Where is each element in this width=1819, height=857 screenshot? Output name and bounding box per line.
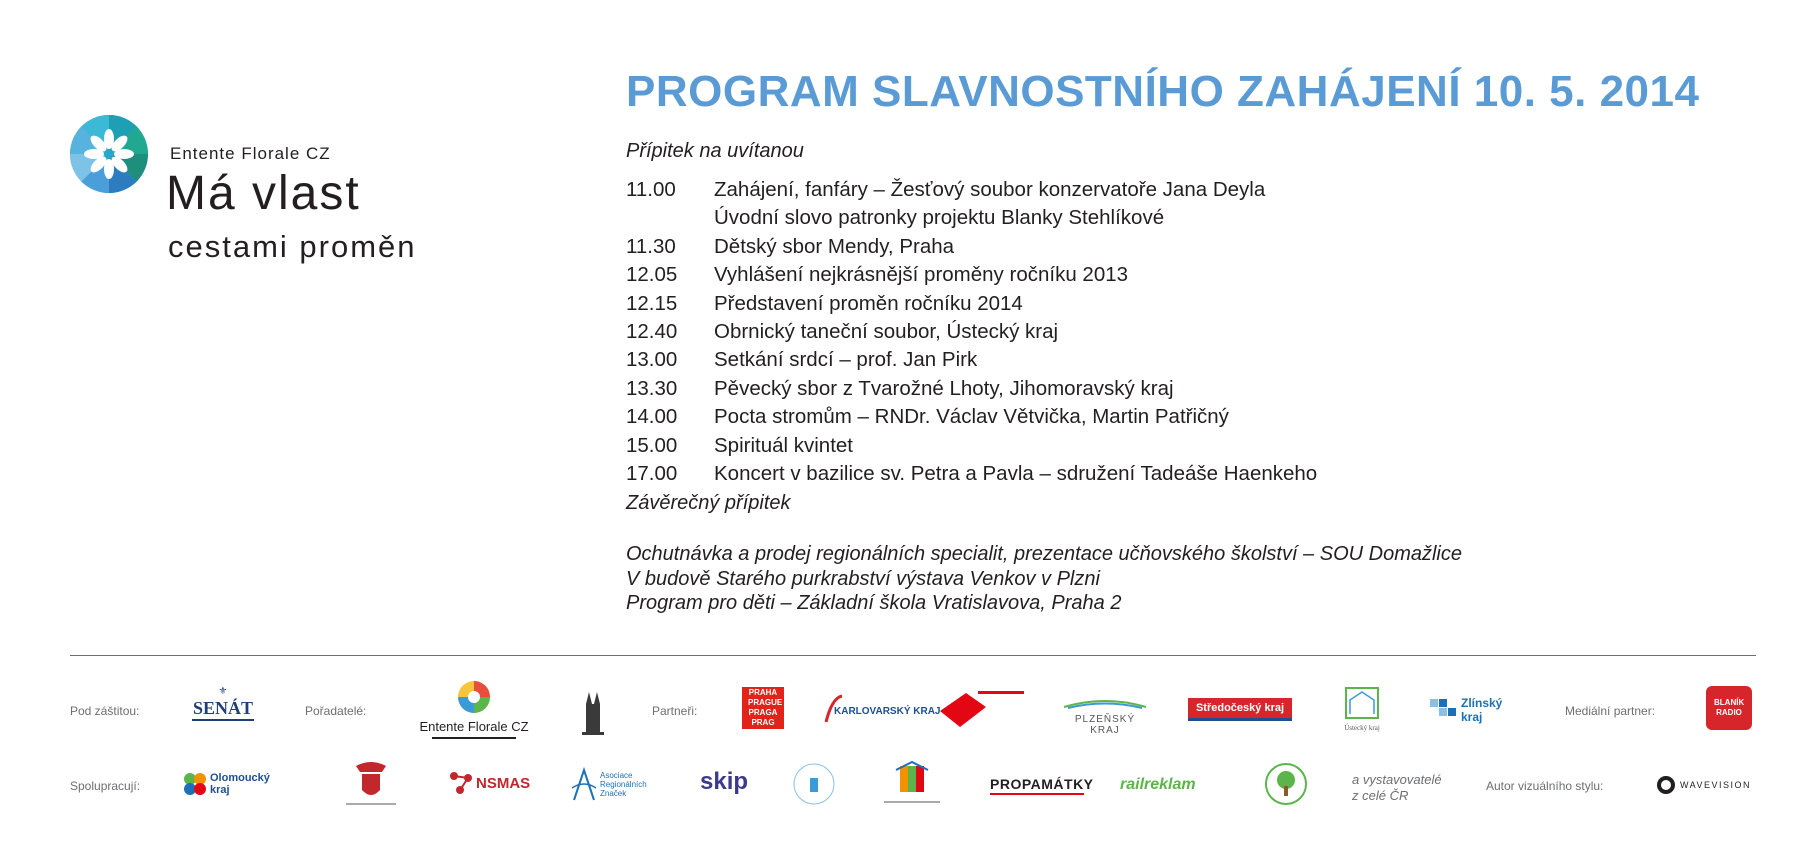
- railreklam-logo: railreklam: [1120, 776, 1196, 793]
- note-line: Program pro děti – Základní škola Vratislavova, Praha 2: [626, 592, 1122, 614]
- schedule-text: Pocta stromům – RNDr. Václav Větvička, Martin Patřičný: [714, 405, 1229, 429]
- stredocesky-logo: Středočeský kraj: [1188, 698, 1292, 721]
- note-line: Ochutnávka a prodej regionálních specialit, prezentace učňovského školství – SOU Domažlice: [626, 543, 1462, 565]
- media-partner-label: Mediální partner:: [1565, 704, 1656, 718]
- schedule-text: Setkání srdcí – prof. Jan Pirk: [714, 348, 978, 372]
- schedule-time: [626, 204, 714, 232]
- footer-divider: [70, 655, 1756, 656]
- partners-label: Partneři:: [652, 704, 698, 718]
- patronage-label: Pod záštitou:: [70, 704, 140, 718]
- church-coat-of-arms-icon: [336, 758, 406, 808]
- svg-text:KARLOVARSKÝ KRAJ: KARLOVARSKÝ KRAJ: [834, 706, 941, 717]
- schedule-text: Koncert v bazilice sv. Petra a Pavla – sdružení Tadeáše Haenkeho: [714, 461, 1318, 485]
- closing-toast: Závěrečný přípitek: [626, 492, 791, 514]
- flower-icon: [457, 680, 491, 714]
- schedule-text: Zahájení, fanfáry – Žesťový soubor konzervatoře Jana Deyla: [714, 178, 1266, 201]
- spolek-obnovy-venkova-logo-icon: [1264, 762, 1308, 806]
- schedule-text: Spirituál kvintet: [714, 433, 854, 457]
- nsmas-network-icon: [448, 770, 474, 796]
- wavevision-logo: WAVEVISION: [1656, 774, 1758, 796]
- schedule-row: [626, 261, 1317, 289]
- exhibitors-note: a vystavovatelé z celé ČR: [1352, 772, 1442, 803]
- olomoucky-logo: Olomoucký kraj: [182, 766, 284, 802]
- wavevision-ring-icon: [1656, 775, 1676, 795]
- schedule-text: Představení proměn ročníku 2014: [714, 291, 1023, 315]
- schedule-time: 12.05: [626, 263, 678, 287]
- schedule-time: 12.40: [626, 319, 678, 343]
- schedule-text: Obrnický taneční soubor, Ústecký kraj: [714, 319, 1059, 343]
- olomoucky-flower-icon: [182, 771, 208, 797]
- schedule-row: [626, 204, 1317, 232]
- blanik-radio-logo: BLANÍK RADIO: [1706, 686, 1752, 730]
- brand-title: Má vlast: [166, 167, 361, 220]
- program-notes: [626, 542, 1462, 616]
- entente-florale-partner-logo: Entente Florale CZ: [410, 680, 538, 742]
- schedule-text: Pěvecký sbor z Tvarožné Lhoty, Jihomoravský kraj: [714, 376, 1174, 400]
- svg-text:Ústecký kraj: Ústecký kraj: [1344, 724, 1380, 732]
- schedule-row: [626, 375, 1317, 403]
- schedule-row: [626, 318, 1317, 346]
- program-title: PROGRAM SLAVNOSTNÍHO ZAHÁJENÍ 10. 5. 2014: [626, 67, 1700, 116]
- organizers-label: Pořadatelé:: [305, 704, 367, 718]
- schedule-text: Dětský sbor Mendy, Praha: [714, 234, 955, 258]
- schedule-text: Úvodní slovo patronky projektu Blanky Stehlíkové: [714, 206, 1165, 230]
- schedule-row: [626, 176, 1317, 204]
- propamatky-logo: PROPAMÁTKY: [990, 776, 1084, 798]
- zdrava-mesta-logo-icon: [876, 762, 948, 810]
- ustecky-logo-icon: [1340, 684, 1384, 736]
- schedule-row: [626, 403, 1317, 431]
- arz-logo: Asociace Regionálních Značek: [570, 764, 656, 804]
- schedule-time: 17.00: [626, 461, 678, 485]
- senat-logo: ⚜ SENÁT: [184, 686, 262, 738]
- style-author-label: Autor vizuálního stylu:: [1486, 779, 1604, 793]
- zlinsky-logo: Zlínský kraj: [1430, 698, 1522, 722]
- kralovehradecky-logo-icon: [938, 689, 1026, 729]
- karlovarsky-logo: [824, 692, 941, 728]
- brand-subtitle: cestami proměn: [168, 229, 417, 264]
- vysehrad-logo-icon: [576, 686, 610, 740]
- entente-florale-logo-icon: [70, 115, 148, 193]
- schedule-row: [626, 346, 1317, 374]
- welcome-toast: Přípitek na uvítanou: [626, 140, 804, 162]
- schedule-time: 12.15: [626, 291, 678, 315]
- schedule-time: 13.30: [626, 376, 678, 400]
- plzensky-logo: PLZEŇSKÝ KRAJ: [1062, 696, 1148, 726]
- note-line: V budově Starého purkrabství výstava Venkov v Plzni: [626, 567, 1100, 590]
- org-name: Entente Florale CZ: [170, 144, 331, 163]
- schedule-list: [626, 176, 1317, 488]
- cooperation-label: Spolupracují:: [70, 779, 141, 793]
- nsmas-logo: NSMAS: [448, 766, 530, 800]
- schedule-row: [626, 460, 1317, 488]
- schedule-time: 13.00: [626, 348, 678, 372]
- schedule-time: 11.00: [626, 178, 676, 201]
- schedule-text: Vyhlášení nejkrásnější proměny ročníku 2013: [714, 263, 1129, 287]
- skip-logo: skip: [700, 768, 749, 795]
- schedule-time: 11.30: [626, 234, 676, 258]
- schedule-row: [626, 233, 1317, 261]
- zlinsky-squares-icon: [1430, 699, 1458, 721]
- praha-logo: PRAHA PRAGUE PRAGA PRAG: [742, 687, 784, 729]
- schedule-time: 15.00: [626, 433, 678, 457]
- schedule-row: [626, 432, 1317, 460]
- schedule-time: 14.00: [626, 405, 678, 429]
- round-seal-logo-icon: [792, 762, 836, 806]
- schedule-row: [626, 290, 1317, 318]
- arz-a-icon: [570, 766, 598, 802]
